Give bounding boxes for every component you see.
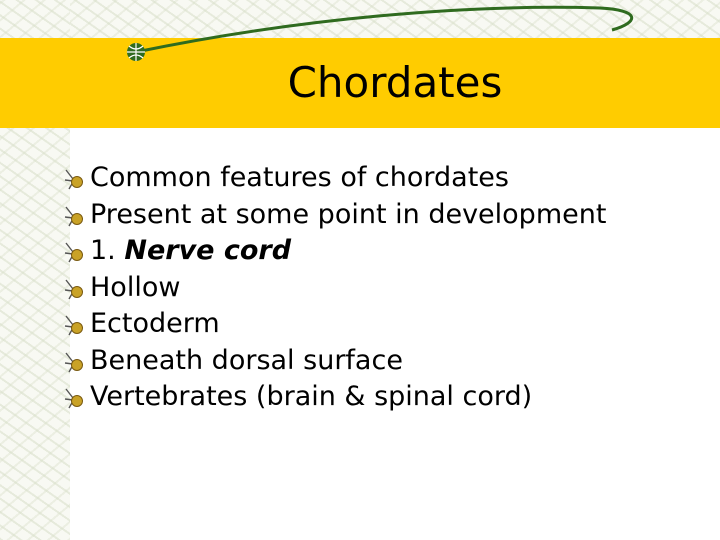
list-item: Present at some point in development xyxy=(62,197,712,234)
list-item: Ectoderm xyxy=(62,306,712,343)
starburst-bullet-icon xyxy=(62,277,86,301)
starburst-bullet-icon xyxy=(62,386,86,410)
starburst-bullet-icon xyxy=(62,204,86,228)
list-item: Hollow xyxy=(62,270,712,307)
starburst-bullet-icon xyxy=(62,240,86,264)
list-item: Vertebrates (brain & spinal cord) xyxy=(62,379,712,416)
slide-title: Chordates xyxy=(287,57,503,107)
starburst-bullet-icon xyxy=(62,350,86,374)
list-item: 1. Nerve cord xyxy=(62,233,712,270)
bullet-list xyxy=(62,160,712,416)
starburst-bullet-icon xyxy=(62,313,86,337)
list-item: Beneath dorsal surface xyxy=(62,343,712,380)
list-item: Common features of chordates xyxy=(62,160,712,197)
starburst-bullet-icon xyxy=(62,167,86,191)
emphasized-text: Nerve cord xyxy=(124,235,292,266)
